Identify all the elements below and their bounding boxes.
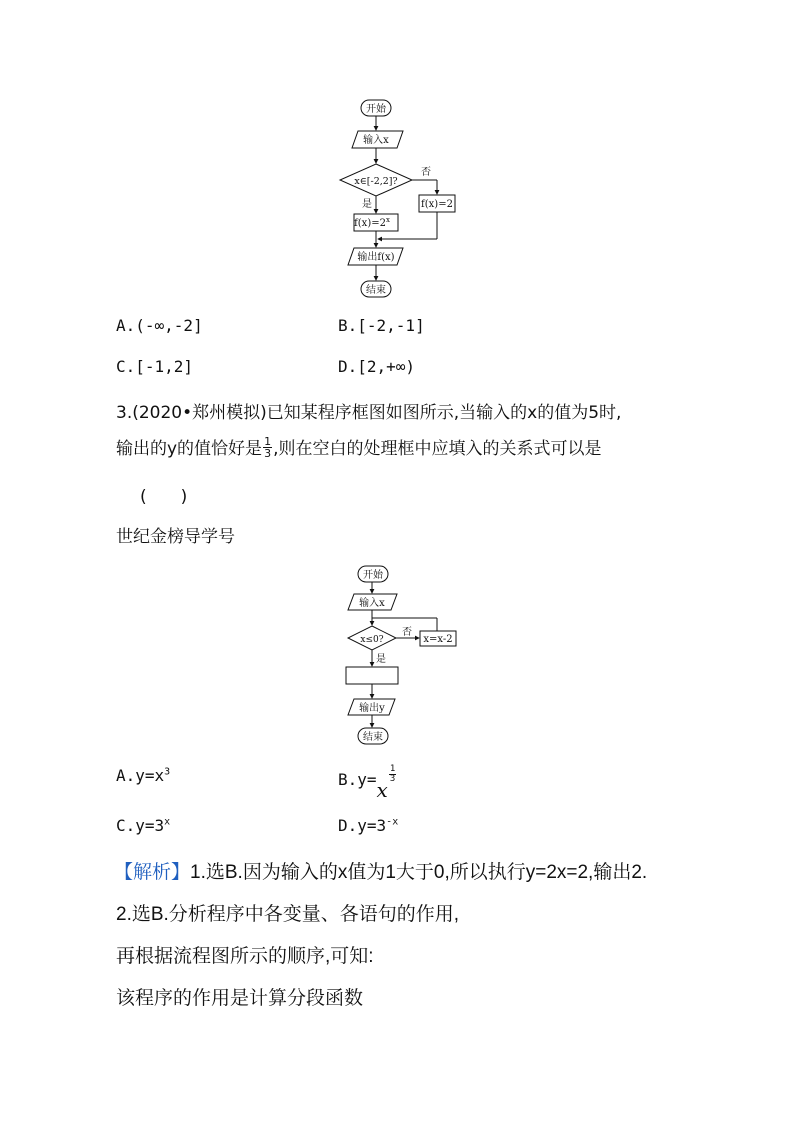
no-label-2: 否 xyxy=(402,627,412,638)
decision-label: x∈[-2,2]? xyxy=(354,176,398,187)
q3-stem-line2-pre: 输出的y的值恰好是 xyxy=(116,439,263,459)
q3-option-a-exp: 3 xyxy=(164,766,171,778)
q3-option-b-exp xyxy=(389,765,396,784)
flowchart-2 xyxy=(0,558,794,758)
q3-fraction-num: 1 xyxy=(264,434,272,448)
q2-option-c: C.[-1,2] xyxy=(116,357,194,376)
input-label-2: 输入x xyxy=(359,598,385,609)
process-no-label-2: x=x-2 xyxy=(423,634,453,645)
q2-option-a: A.(-∞,-2] xyxy=(116,316,203,335)
q3-answer-paren: ( ) xyxy=(140,487,188,507)
q3-option-b-base: x xyxy=(376,778,388,802)
flowchart-1 xyxy=(0,0,794,310)
q3-source-tag: 世纪金榜导学号 xyxy=(116,527,235,547)
q3-stem-line2 xyxy=(116,434,601,461)
yes-label-2: 是 xyxy=(376,654,386,665)
solution-line4: 该程序的作用是计算分段函数 xyxy=(116,988,364,1009)
input-label: 输入x xyxy=(363,135,389,146)
yes-label: 是 xyxy=(362,199,372,210)
process-yes-label: $f(x)=2^x$ xyxy=(354,216,390,229)
q3-fraction xyxy=(263,436,272,459)
solution-line3: 再根据流程图所示的顺序,可知: xyxy=(116,946,374,967)
q3-option-c-text: C.y=3 xyxy=(116,816,165,835)
q3-option-d xyxy=(338,816,398,835)
q3-option-b-num: 1 xyxy=(389,764,396,774)
q3-option-b-den: 3 xyxy=(389,774,396,784)
solution-line1 xyxy=(114,857,647,884)
q3-fraction-den: 3 xyxy=(264,446,272,460)
q3-option-a-text: A.y=x xyxy=(116,766,165,785)
q3-option-c xyxy=(116,816,170,835)
q3-option-a xyxy=(116,766,170,785)
end-label-2: 结束 xyxy=(363,732,383,743)
q3-option-d-text: D.y=3 xyxy=(338,816,387,835)
solution-line1-text: 1.选B.因为输入的x值为1大于0,所以执行y=2x=2,输出2. xyxy=(190,862,648,883)
end-label: 结束 xyxy=(366,285,386,296)
q2-option-b: B.[-2,-1] xyxy=(338,316,425,335)
output-label: 输出f(x) xyxy=(357,252,395,263)
process-no-label: f(x)=2 xyxy=(421,199,453,210)
no-label: 否 xyxy=(421,167,431,178)
q3-stem-line2-post: ,则在空白的处理框中应填入的关系式可以是 xyxy=(273,439,602,459)
start-label-2: 开始 xyxy=(363,570,383,581)
solution-tag: 【解析】 xyxy=(114,862,191,883)
q3-option-d-exp: -x xyxy=(386,816,399,828)
start-label: 开始 xyxy=(366,104,386,115)
solution-line2: 2.选B.分析程序中各变量、各语句的作用, xyxy=(116,904,460,925)
blank-process-box xyxy=(346,667,398,684)
q3-option-c-exp: x xyxy=(164,816,171,828)
q3-stem-line1: 3.(2020•郑州模拟)已知某程序框图如图所示,当输入的x的值为5时, xyxy=(116,403,622,423)
q3-option-b xyxy=(338,764,397,802)
output-label-2: 输出y xyxy=(359,703,385,714)
decision-label-2: x≤0? xyxy=(360,635,384,645)
q3-option-b-text: B.y= xyxy=(338,770,377,789)
q2-option-d: D.[2,+∞) xyxy=(338,357,416,376)
